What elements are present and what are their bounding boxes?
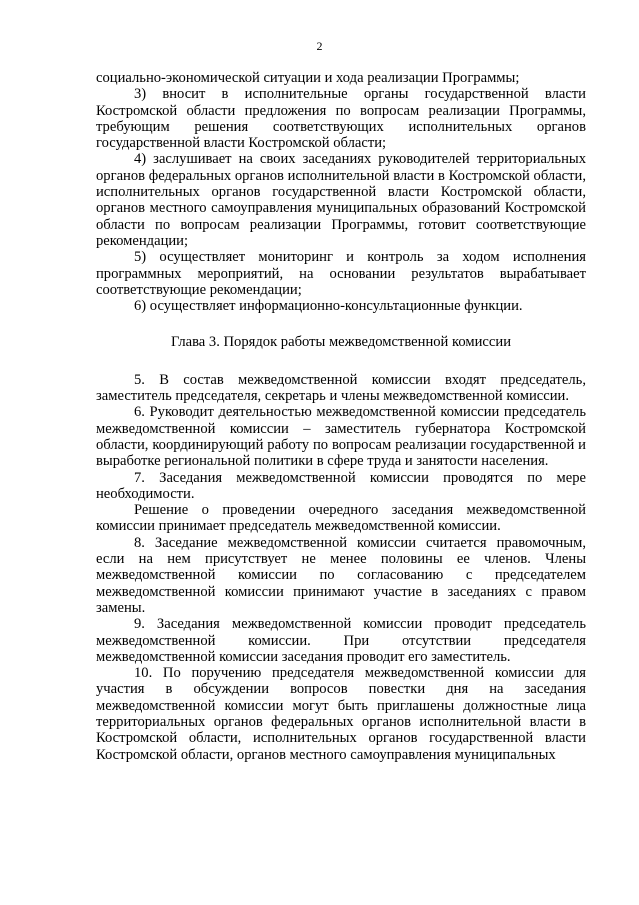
paragraph-item-3: 3) вносит в исполнительные органы государственной власти Костромской области предложения по вопросам реализации Программы, требующим решения соответствующих исполнительных органов государственной власти Костромской области; (96, 86, 586, 152)
paragraph-item-6: 6) осуществляет информационно-консультационные функции. (134, 298, 523, 315)
paragraph-10: 10. По поручению председателя межведомственной комиссии для участия в обсуждении вопросов повестки дня на заседания межведомственной комиссии могут быть приглашены должностные лица территориальных органов федеральных органов исполнительной власти в Костромской области, исполнительных органов государственной власти Костромской области, органов местного самоуправления муниципальных (96, 665, 586, 763)
paragraph-group-bottom (96, 372, 586, 763)
paragraph-9: 9. Заседания межведомственной комиссии проводит председатель межведомственной комиссии. При отсутствии председателя межведомственной комиссии заседания проводит его заместитель. (96, 616, 586, 665)
paragraph-5: 5. В состав межведомственной комиссии входят председатель, заместитель председателя, секретарь и члены межведомственной комиссии. (96, 371, 586, 405)
chapter-heading: Глава 3. Порядок работы межведомственной комиссии (170, 334, 512, 351)
paragraph-item-4: 4) заслушивает на своих заседаниях руководителей территориальных органов федеральных органов исполнительной власти в Костромской области, исполнительных органов государственной власти Костромской области, органов местного самоуправления муниципальных образований Костромской области по вопросам реализации Программы, готовит соответствующие рекомендации; (96, 151, 586, 249)
document-body (96, 70, 586, 763)
paragraph-7b: Решение о проведении очередного заседания межведомственной комиссии принимает председатель межведомственной комиссии. (96, 502, 586, 535)
paragraph-8: 8. Заседание межведомственной комиссии считается правомочным, если на нем присутствует не менее половины ее членов. Члены межведомственной комиссии по согласованию с председателем межведомственной комиссии принимают участие в заседаниях с правом замены. (96, 534, 586, 616)
page-number: 2 (316, 39, 323, 53)
paragraph-7: 7. Заседания межведомственной комиссии проводятся по мере необходимости. (96, 469, 586, 502)
paragraph-group-top (96, 70, 586, 314)
paragraph-item-5: 5) осуществляет мониторинг и контроль за ходом исполнения программных мероприятий, на основании результатов вырабатывает соответствующие рекомендации; (96, 249, 586, 298)
paragraph-6: 6. Руководит деятельностью межведомственной комиссии председатель межведомственной комиссии – заместитель губернатора Костромской области, координирующий работу по вопросам реализации государственной и выработке региональной политики в сфере труда и занятости населения. (96, 404, 586, 470)
paragraph-cont: социально-экономической ситуации и хода реализации Программы; (96, 70, 520, 86)
